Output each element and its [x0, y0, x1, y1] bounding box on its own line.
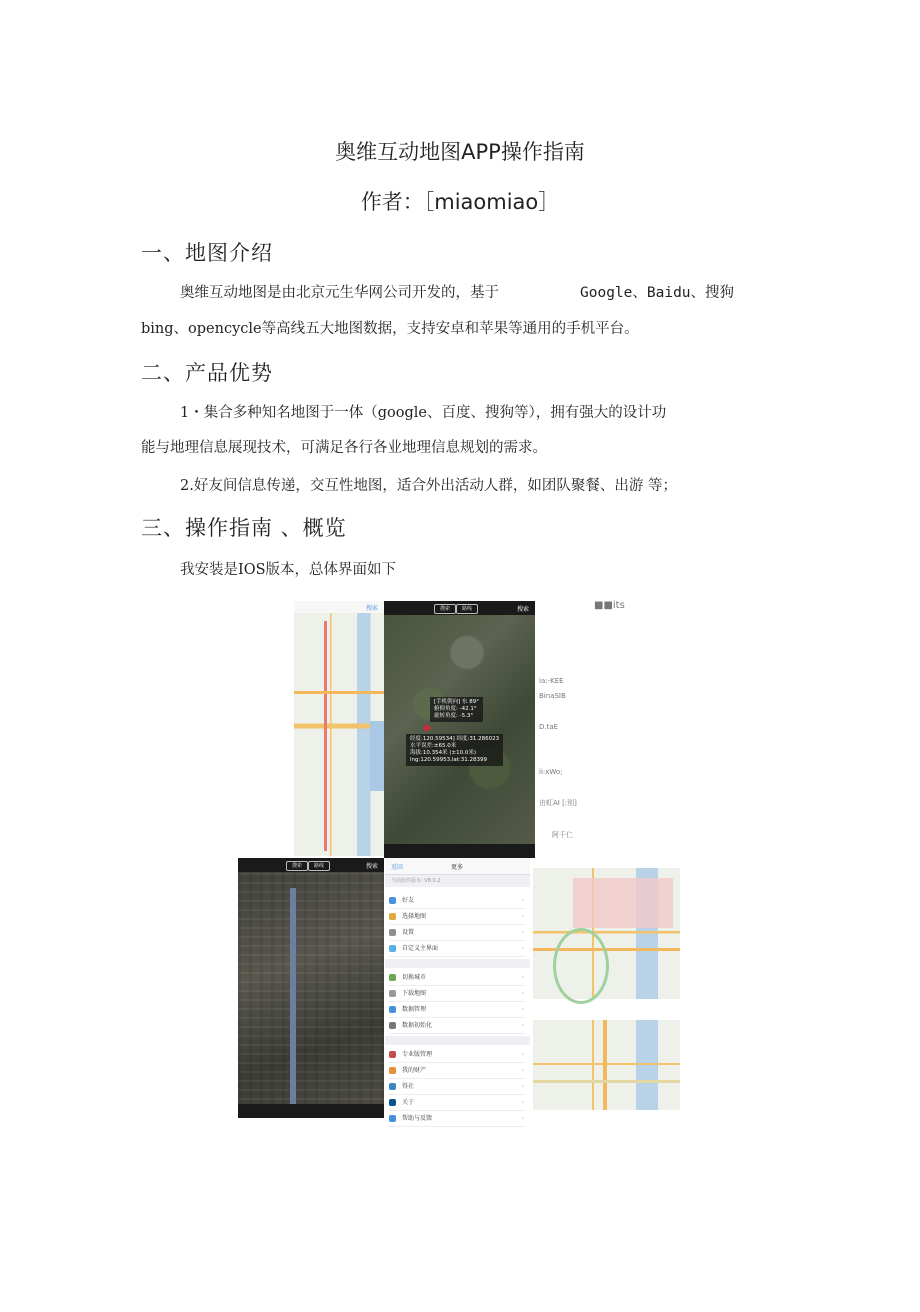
- menu-item-switch-city[interactable]: 切换城市 ›: [389, 971, 526, 986]
- advantage-1-line-1: 1・集合多种知名地图于一体（google、百度、搜狗等），拥有强大的设计功: [180, 405, 667, 421]
- menu-item-data-management[interactable]: 数据管理 ›: [389, 1003, 526, 1018]
- menu-item-friends[interactable]: 好友 ›: [389, 894, 526, 909]
- side-label-2: ia:-KEE: [539, 677, 564, 685]
- top-search-button[interactable]: 搜索: [365, 605, 378, 612]
- screenshot-street-map: [294, 601, 384, 856]
- section-heading-intro: 一、地图介绍: [141, 241, 273, 265]
- section-heading-guide: 三、操作指南 、概览: [141, 516, 347, 540]
- section-heading-advantages: 二、产品优势: [141, 361, 273, 385]
- advantage-2: 2.好友间信息传递，交互性地图，适合外出活动人群，如团队聚餐、出游 等；: [180, 478, 677, 494]
- side-label-7: 阿千仁: [552, 831, 573, 839]
- menu-title: 更多: [451, 864, 464, 871]
- menu-item-custom-ui[interactable]: 自定义主界面 ›: [389, 942, 526, 957]
- screenshot-more-menu: [385, 858, 530, 1122]
- guide-intro-text: 我安装是IOS版本，总体界面如下: [180, 562, 397, 578]
- tab-search[interactable]: 搜索: [286, 861, 308, 871]
- intro-line-2: bing、opencycle等高线五大地图数据，支持安卓和苹果等通用的手机平台。: [141, 321, 639, 337]
- intro-line-1b: Google、Baidu、搜狗: [580, 285, 735, 301]
- advantage-1-line-2: 能与地理信息展现技术，可满足各行各业地理信息规划的需求。: [141, 440, 547, 456]
- side-label-3: BinaSIB: [539, 692, 566, 700]
- menu-item-select-map[interactable]: 选择地图 ›: [389, 910, 526, 925]
- side-label-1: ■■its: [594, 600, 625, 611]
- doc-author: 作者：［miaomiao］: [360, 190, 560, 214]
- screenshot-map-tile-1: [533, 868, 680, 999]
- search-button[interactable]: 搜索: [365, 863, 378, 870]
- menu-item-about[interactable]: 关于 ›: [389, 1096, 526, 1111]
- menu-item-data-init[interactable]: 数据初始化 ›: [389, 1019, 526, 1034]
- menu-item-download-map[interactable]: 下载地图 ›: [389, 987, 526, 1002]
- search-button[interactable]: 搜索: [516, 606, 529, 613]
- orientation-info-box: [手机朝向] 东 89° 俯仰角度: -42.1° 旋转角度: -5.3°: [430, 697, 483, 722]
- menu-back-button[interactable]: 返回: [391, 864, 404, 871]
- menu-item-pro[interactable]: 专业版管理 ›: [389, 1048, 526, 1063]
- screenshot-satellite-info: [384, 601, 535, 858]
- doc-title: 奥维互动地图APP操作指南: [335, 140, 585, 164]
- menu-version: 当前软件版本: V8.0.2: [385, 875, 530, 887]
- side-label-5: ii:xWo;: [539, 768, 563, 776]
- tab-search[interactable]: 搜索: [434, 604, 456, 614]
- side-label-4: D.taE: [539, 723, 559, 731]
- side-label-6: 由虹AI [:别]: [539, 799, 577, 807]
- screenshot-map-tile-2: [533, 1020, 680, 1110]
- location-info-box: 经度:120.59534] 纬度:31.286023 水平误差:±65.0米 海拔:10.354米 (±10.0米) lng:120.59953,lat:31.28399: [406, 734, 503, 766]
- menu-item-help[interactable]: 帮助与反馈 ›: [389, 1112, 526, 1127]
- intro-line-1a: 奥维互动地图是由北京元生华网公司开发的，基于: [180, 285, 499, 301]
- menu-item-settings[interactable]: 设置 ›: [389, 926, 526, 941]
- menu-item-my-assets[interactable]: 我的财产 ›: [389, 1064, 526, 1079]
- screenshot-city-satellite: [238, 858, 384, 1118]
- tab-route[interactable]: 路线: [308, 861, 330, 871]
- tab-route[interactable]: 路线: [456, 604, 478, 614]
- menu-item-community[interactable]: 得社 ›: [389, 1080, 526, 1095]
- location-marker-icon: [424, 725, 430, 731]
